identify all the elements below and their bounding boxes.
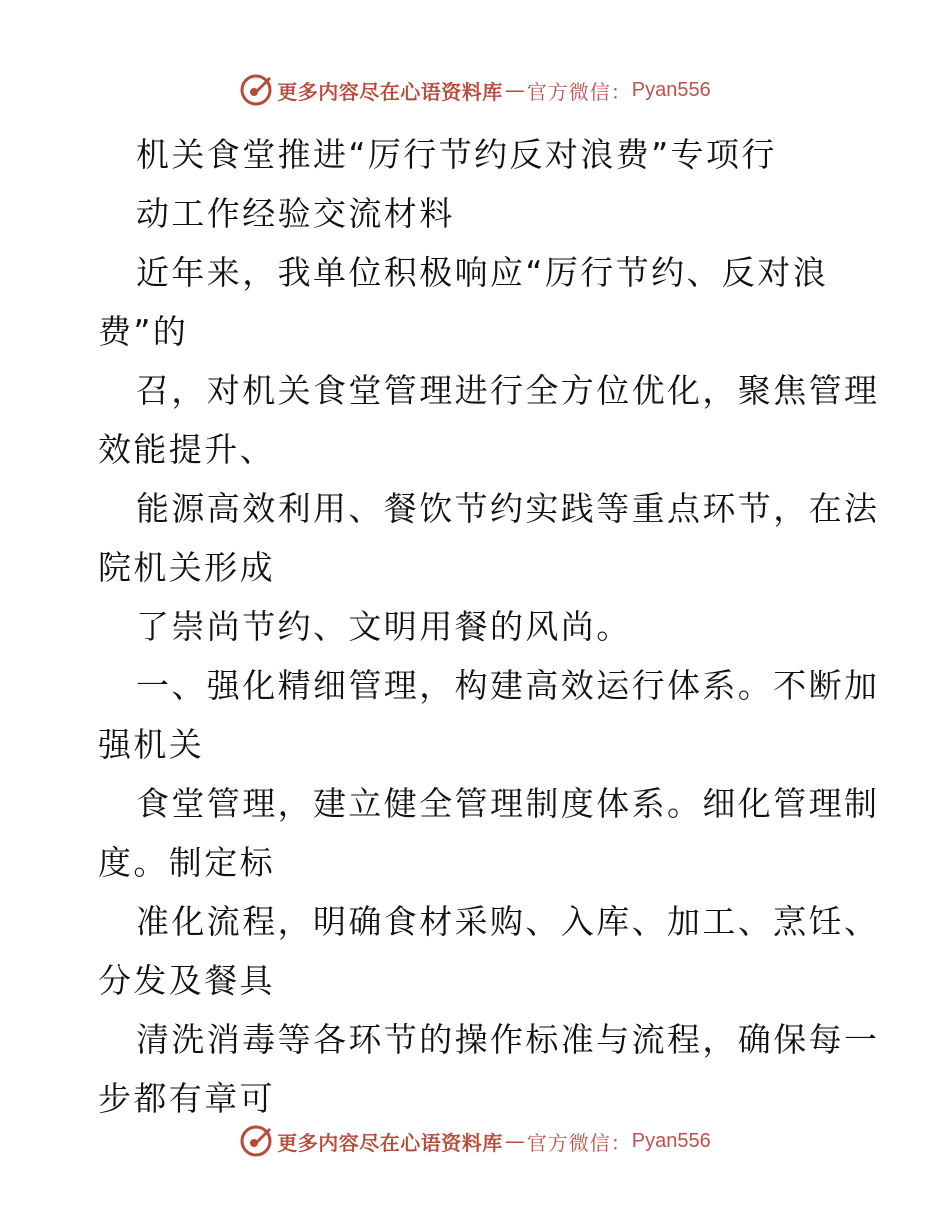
document-body (98, 125, 880, 1128)
text-line: 动工作经验交流材料 (136, 194, 455, 233)
header-dash: — (504, 78, 525, 102)
text-line: 度。制定标 (98, 843, 275, 882)
text-line: 效能提升、 (98, 430, 275, 469)
footer-brand-text: 更多内容尽在心语资料库 (277, 1130, 503, 1155)
text-line: 强机关 (98, 725, 205, 764)
quill-logo-icon (239, 1124, 273, 1158)
header-brand-text: 更多内容尽在心语资料库 (277, 79, 503, 104)
footer-dash: — (504, 1129, 525, 1153)
header-wechat-label: 官方微信： (526, 79, 632, 104)
footer-wechat-label: 官方微信： (526, 1130, 632, 1155)
text-line: 召，对机关食堂管理进行全方位优化，聚焦管理 (136, 371, 880, 410)
text-line: 费”的 (98, 312, 189, 351)
text-line: 一、强化精细管理，构建高效运行体系。不断加 (136, 666, 880, 705)
header-wechat-account: Pyan556 (631, 78, 711, 101)
text-line: 机关食堂推进“厉行节约反对浪费”专项行 (136, 135, 777, 174)
text-line: 近年来，我单位积极响应“厉行节约、反对浪 (136, 253, 829, 292)
header-banner (0, 70, 950, 110)
text-line: 准化流程，明确食材采购、入库、加工、烹饪、 (136, 902, 880, 941)
quill-logo-icon (239, 73, 273, 107)
text-line: 步都有章可 (98, 1079, 275, 1118)
text-line: 分发及餐具 (98, 961, 275, 1000)
text-line: 食堂管理，建立健全管理制度体系。细化管理制 (136, 784, 880, 823)
text-line: 院机关形成 (98, 548, 275, 587)
text-line: 清洗消毒等各环节的操作标准与流程，确保每一 (136, 1020, 880, 1059)
text-line: 能源高效利用、餐饮节约实践等重点环节，在法 (136, 489, 880, 528)
footer-banner (0, 1121, 950, 1161)
text-line: 了崇尚节约、文明用餐的风尚。 (136, 607, 632, 646)
footer-wechat-account: Pyan556 (631, 1129, 711, 1152)
